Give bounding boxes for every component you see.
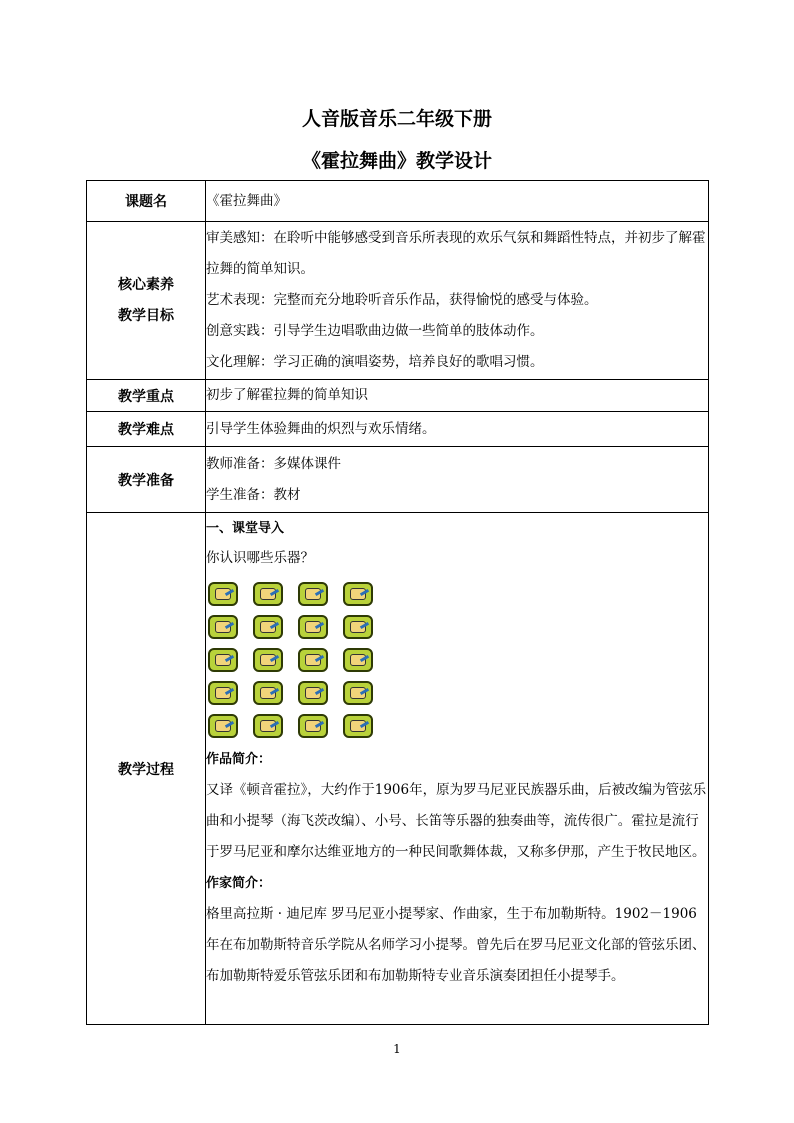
goals-label-line2: 教学目标 (118, 307, 174, 324)
composer-intro-text: 格里高拉斯 · 迪尼库 罗马尼亚小提琴家、作曲家，生于布加勒斯特。1902－1906年在布加勒斯特音乐学院从名师学习小提琴。曾先后在罗马尼亚文化部的管弦乐团、布加勒斯特爱乐管弦乐团和布加勒斯特专业音乐演奏团担任小提琴手。 (206, 906, 706, 984)
saxophone-icon (343, 648, 373, 672)
goals-label (87, 222, 206, 380)
goals-label-line1: 核心素养 (118, 276, 174, 293)
composer-intro-heading: 作家简介： (206, 876, 272, 891)
table-row-key-point (87, 380, 709, 412)
goals-content (206, 222, 709, 380)
table-row-process (87, 513, 709, 1025)
topic-label: 课题名 (87, 181, 206, 222)
document-title: 人音版音乐二年级下册 (301, 108, 492, 130)
document-subtitle: 《霍拉舞曲》教学设计 (301, 150, 492, 172)
goal-creativity: 创意实践：引导学生边唱歌曲边做一些简单的肢体动作。 (206, 323, 544, 339)
triangle-icon (253, 582, 283, 606)
preparation-label: 教学准备 (87, 447, 206, 513)
instrument-icon-grid (208, 582, 408, 742)
harp-icon (298, 615, 328, 639)
castanets-icon (253, 648, 283, 672)
difficulty-value: 引导学生体验舞曲的炽烈与欢乐情绪。 (206, 412, 709, 447)
key-point-label: 教学重点 (87, 380, 206, 412)
lute-icon (208, 714, 238, 738)
work-intro-heading: 作品简介： (206, 752, 272, 767)
goal-aesthetic: 审美感知：在聆听中能够感受到音乐所表现的欢乐气氛和舞蹈性特点，并初步了解霍拉舞的简单知识。 (206, 230, 706, 277)
goal-expression: 艺术表现：完整而充分地聆听音乐作品，获得愉悦的感受与体验。 (206, 292, 598, 308)
music-note-icon (298, 582, 328, 606)
table-row-topic (87, 181, 709, 222)
flute-icon (208, 648, 238, 672)
teacher-preparation: 教师准备：多媒体课件 (206, 455, 341, 472)
process-content (206, 513, 709, 1025)
maracas-icon (253, 714, 283, 738)
lesson-plan-table (86, 180, 709, 1025)
page-number: 1 (393, 1042, 401, 1056)
section-heading-intro: 一、课堂导入 (206, 521, 285, 536)
student-preparation: 学生准备：教材 (206, 486, 301, 503)
trumpet-icon (253, 615, 283, 639)
table-row-preparation (87, 447, 709, 513)
guitar-icon (208, 615, 238, 639)
recorder-icon (253, 681, 283, 705)
table-row-difficulty (87, 412, 709, 447)
preparation-content (206, 447, 709, 513)
process-label: 教学过程 (87, 513, 206, 1025)
violin-icon (298, 681, 328, 705)
table-row-goals (87, 222, 709, 380)
horn-icon (343, 714, 373, 738)
goal-culture: 文化理解：学习正确的演唱姿势，培养良好的歌唱习惯。 (206, 354, 544, 370)
cello-icon (298, 714, 328, 738)
difficulty-label: 教学难点 (87, 412, 206, 447)
treble-clef-icon (343, 615, 373, 639)
xylophone-icon (343, 681, 373, 705)
tambourine-drum-icon (208, 681, 238, 705)
drum-icon (208, 582, 238, 606)
work-intro-text: 又译《顿音霍拉》，大约作于1906年，原为罗马尼亚民族器乐曲，后被改编为管弦乐曲和小提琴（海飞茨改编）、小号、长笛等乐器的独奏曲等，流传很广。霍拉是流行于罗马尼亚和摩尔达维亚地方的一种民间歌舞体裁，又称多伊那，产生于牧民地区。 (206, 782, 707, 860)
key-point-value: 初步了解霍拉舞的简单知识 (206, 380, 709, 412)
cymbals-icon (298, 648, 328, 672)
piano-icon (343, 582, 373, 606)
intro-question: 你认识哪些乐器？ (206, 550, 314, 566)
topic-value: 《霍拉舞曲》 (206, 181, 709, 222)
